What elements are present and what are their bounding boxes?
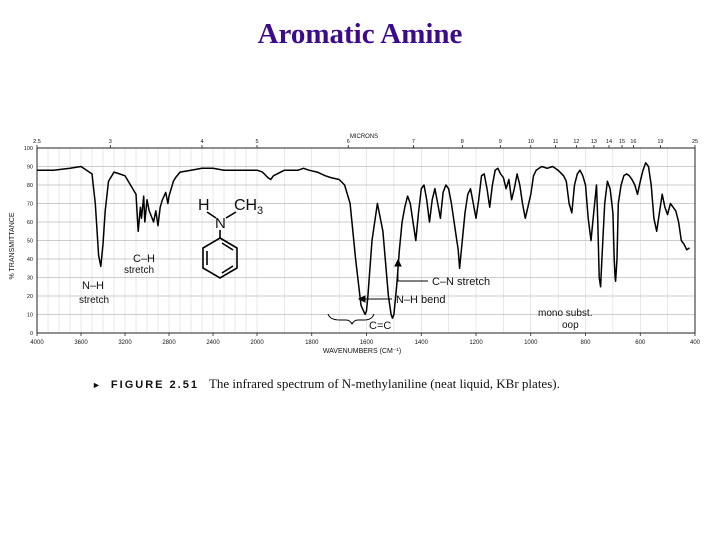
x-tick-label: 3200 — [118, 340, 132, 346]
y-axis-ticks — [24, 146, 33, 337]
y-tick-label: 40 — [26, 257, 33, 263]
micron-tick-label: 16 — [630, 139, 637, 145]
micron-tick-label: 8 — [460, 139, 464, 145]
x-tick-label: 1400 — [414, 340, 428, 346]
y-axis-label: % TRANSMITTANCE — [9, 212, 16, 280]
y-tick-label: 100 — [23, 146, 33, 152]
cn-stretch-label: C–N stretch — [432, 276, 491, 288]
structure-ch3-subscript: 3 — [257, 205, 264, 217]
figure-caption — [92, 376, 560, 392]
y-tick-label: 20 — [26, 294, 33, 300]
x-tick-label: 3600 — [74, 340, 88, 346]
structure-n-label: N — [215, 215, 226, 232]
micron-tick-label: 3 — [108, 139, 112, 145]
x-tick-label: 2800 — [162, 340, 176, 346]
x-tick-label: 4000 — [30, 340, 44, 346]
y-tick-label: 80 — [26, 183, 33, 189]
x-tick-label: 1800 — [305, 340, 319, 346]
structure-ch3-label: CH — [234, 197, 258, 214]
caption-text: The infrared spectrum of N-methylaniline (neat liquid, KBr plates). — [208, 376, 560, 391]
micron-axis-ticks — [33, 139, 698, 148]
x-tick-label: 1600 — [359, 340, 374, 346]
y-tick-label: 10 — [26, 312, 33, 319]
x-tick-label: 2000 — [250, 340, 264, 346]
x-tick-label: 400 — [689, 340, 701, 346]
cc-brace — [328, 314, 374, 324]
cn-stretch-arrow — [398, 263, 428, 281]
micron-axis-label: MICRONS — [349, 134, 379, 140]
structure-h-label: H — [198, 197, 210, 214]
bond-n-ch3 — [226, 212, 236, 218]
micron-tick-label: 13 — [590, 139, 597, 145]
y-tick-label: 0 — [29, 331, 33, 337]
ch-stretch-label: C–H — [133, 253, 156, 265]
benzene-ring — [203, 238, 237, 278]
cc-label: C=C — [369, 320, 392, 332]
caption-figure-label: FIGURE 2.51 — [110, 379, 199, 391]
x-tick-label: 1200 — [469, 340, 483, 346]
micron-tick-label: 25 — [691, 139, 699, 145]
x-tick-label: 600 — [635, 340, 646, 346]
oop-label: oop — [562, 320, 579, 331]
micron-tick-label: 2.5 — [33, 139, 41, 145]
micron-tick-label: 11 — [552, 139, 559, 145]
caption-arrow-icon: ► — [92, 380, 101, 390]
nh-stretch-label-2: stretch — [79, 295, 110, 306]
slide-title: Aromatic Amine — [257, 18, 463, 50]
micron-tick-label: 14 — [605, 139, 613, 145]
micron-tick-label: 9 — [498, 139, 502, 145]
y-tick-label: 30 — [26, 275, 33, 282]
micron-tick-label: 15 — [618, 139, 626, 145]
y-tick-label: 90 — [26, 164, 33, 171]
micron-tick-label: 7 — [411, 139, 415, 145]
micron-tick-label: 10 — [527, 139, 534, 145]
x-axis-label: WAVENUMBERS (CM⁻¹) — [322, 348, 402, 355]
x-tick-label: 2400 — [206, 340, 220, 346]
molecule-structure — [198, 197, 263, 278]
nh-bend-label: N–H bend — [396, 294, 446, 306]
micron-tick-label: 12 — [573, 139, 580, 145]
micron-tick-label: 4 — [200, 139, 204, 145]
y-tick-label: 50 — [26, 238, 33, 245]
mono-subst-label: mono subst. — [538, 308, 593, 319]
micron-tick-label: 5 — [255, 139, 259, 145]
x-tick-label: 800 — [580, 340, 591, 346]
x-axis-ticks — [30, 333, 700, 346]
micron-tick-label: 19 — [657, 139, 664, 145]
y-tick-label: 60 — [26, 220, 33, 226]
x-tick-label: 1000 — [524, 340, 538, 346]
micron-tick-label: 6 — [346, 139, 350, 145]
chart-grid — [37, 148, 695, 333]
y-tick-label: 70 — [26, 201, 33, 208]
ch-stretch-label-2: stretch — [124, 265, 155, 276]
cn-arrow-head — [395, 260, 401, 266]
nh-stretch-label: N–H — [82, 280, 105, 292]
